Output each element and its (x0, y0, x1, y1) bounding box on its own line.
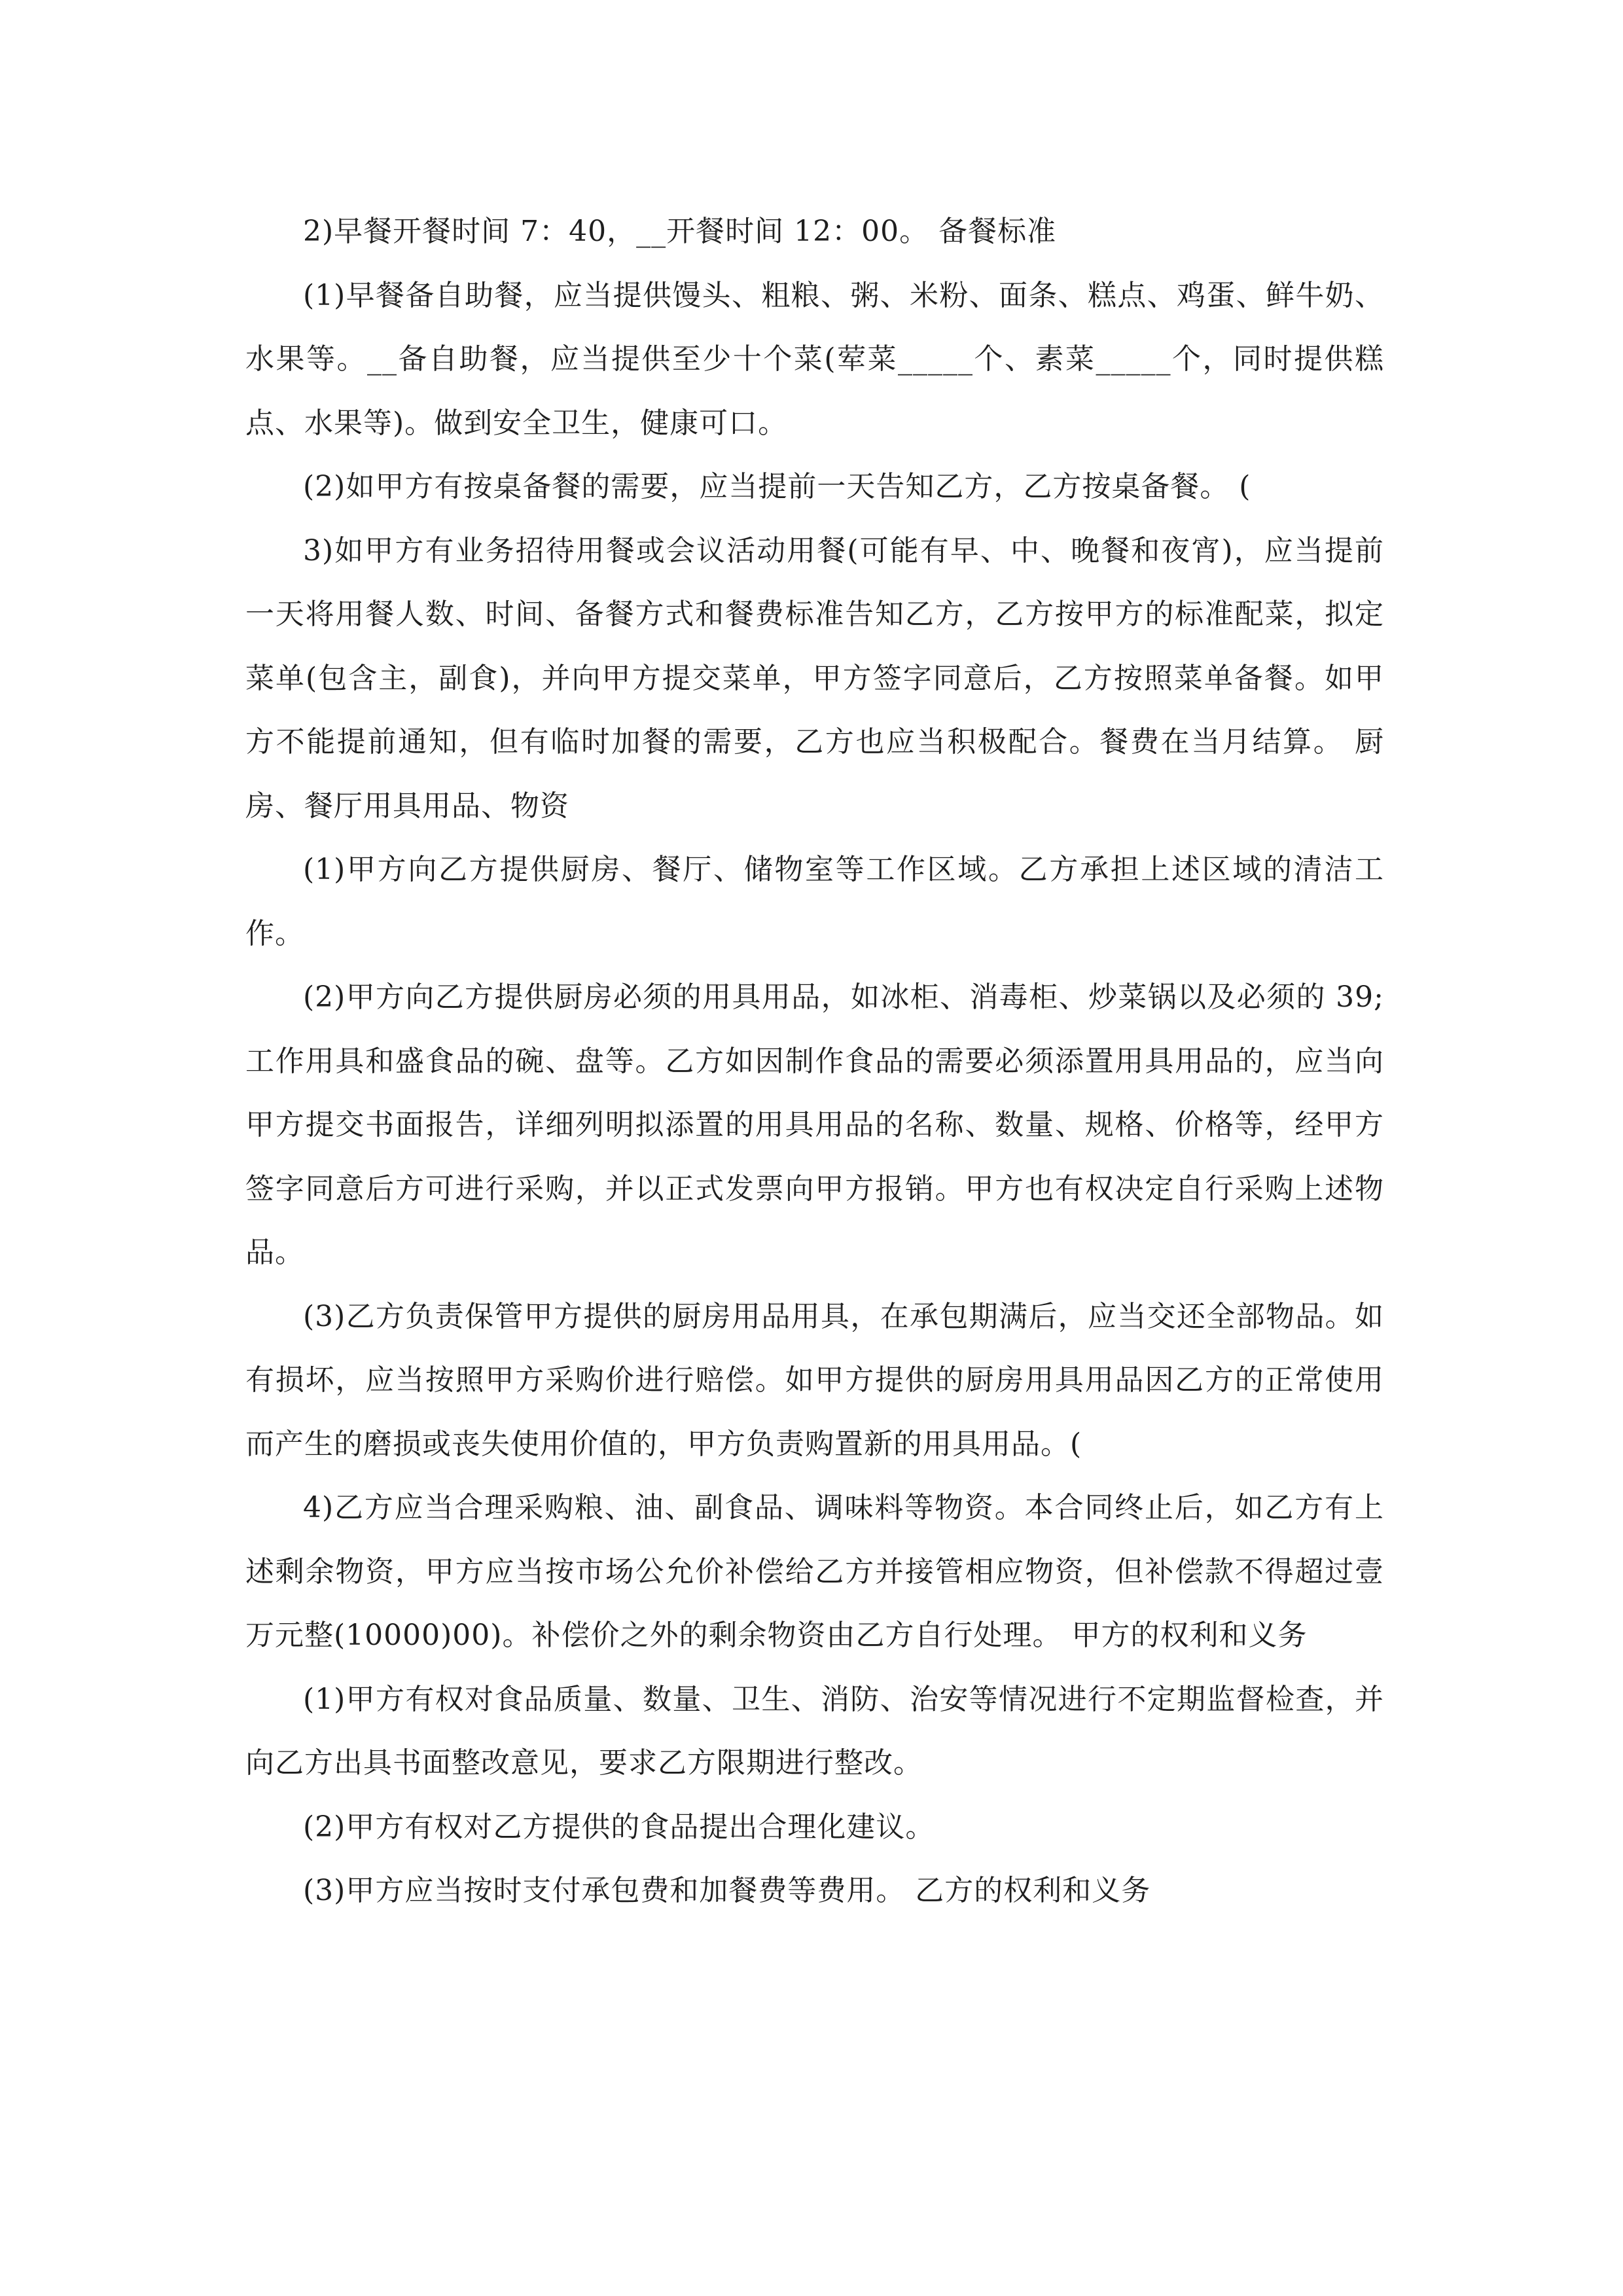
paragraph-supplies-purchase: 4)乙方应当合理采购粮、油、副食品、调味料等物资。本合同终止后，如乙方有上述剩余物资，甲方应当按市场公允价补偿给乙方并接管相应物资，但补偿款不得超过壹万元整(10000)00)。补偿价之外的剩余物资由乙方自行处理。 甲方的权利和义务 (245, 1491, 1384, 1652)
paragraph-kitchen-utensils: (2)甲方向乙方提供厨房必须的用具用品，如冰柜、消毒柜、炒菜锅以及必须的 39;工作用具和盛食品的碗、盘等。乙方如因制作食品的需要必须添置用具用品的，应当向甲方提交书面报告，详细列明拟添置的用具用品的名称、数量、规格、价格等，经甲方签字同意后方可进行采购，并以正式发票向甲方报销。甲方也有权决定自行采购上述物品。 (245, 980, 1384, 1269)
paragraph-party-a-payment: (3)甲方应当按时支付承包费和加餐费等费用。 乙方的权利和义务 (303, 1874, 1151, 1907)
paragraph-custody-of-items: (3)乙方负责保管甲方提供的厨房用品用具，在承包期满后，应当交还全部物品。如有损坏，应当按照甲方采购价进行赔偿。如甲方提供的厨房用具用品因乙方的正常使用而产生的磨损或丧失使用价值的，甲方负责购置新的用具用品。( (245, 1299, 1384, 1461)
paragraph-party-a-suggestions: (2)甲方有权对乙方提供的食品提出合理化建议。 (303, 1810, 935, 1844)
paragraph-breakfast-buffet: (1)早餐备自助餐，应当提供馒头、粗粮、粥、米粉、面条、糕点、鸡蛋、鲜牛奶、水果等。__备自助餐，应当提供至少十个菜(荤菜_____个、素菜_____个，同时提供糕点、水果等)。做到安全卫生，健康可口。 (245, 278, 1384, 440)
paragraph-table-service: (2)如甲方有按桌备餐的需要，应当提前一天告知乙方，乙方按桌备餐。 ( (303, 470, 1251, 503)
paragraph-party-a-inspection: (1)甲方有权对食品质量、数量、卫生、消防、治安等情况进行不定期监督检查，并向乙方出具书面整改意见，要求乙方限期进行整改。 (245, 1682, 1384, 1780)
paragraph-meal-times: 2)早餐开餐时间 7：40，__开餐时间 12：00。 备餐标准 (303, 215, 1057, 248)
paragraph-business-meals: 3)如甲方有业务招待用餐或会议活动用餐(可能有早、中、晚餐和夜宵)，应当提前一天将用餐人数、时间、备餐方式和餐费标准告知乙方，乙方按甲方的标准配菜，拟定菜单(包含主，副食)，并向甲方提交菜单，甲方签字同意后，乙方按照菜单备餐。如甲方不能提前通知，但有临时加餐的需要，乙方也应当积极配合。餐费在当月结算。 厨房、餐厅用具用品、物资 (245, 533, 1384, 823)
document-body (245, 200, 1384, 1923)
paragraph-work-areas: (1)甲方向乙方提供厨房、餐厅、储物室等工作区域。乙方承担上述区域的清洁工作。 (245, 853, 1384, 950)
